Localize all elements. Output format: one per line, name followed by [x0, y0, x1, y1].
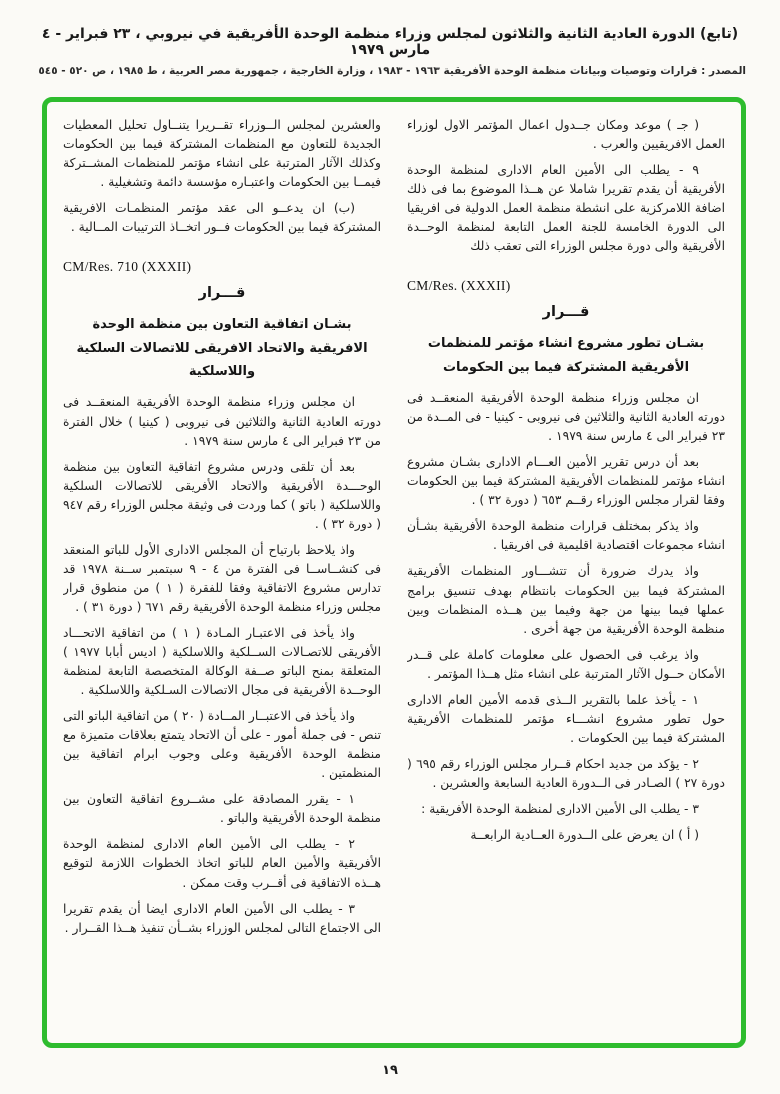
header-session-title: (تابع) الدورة العادية الثانية والثلاثون لمجلس وزراء منظمة الوحدة الأفريقية في نيروبي ، ٢٣ فبراير - ٤ مارس ١٩٧٩	[41, 26, 739, 58]
left-column	[63, 116, 381, 1029]
paragraph: ٣ - يطلب الى الأمين العام الادارى ايضا أن يقدم تقريرا الى الاجتماع التالى لمجلس الوزراء بشــأن تنفيذ هــذا القــرار .	[63, 901, 381, 935]
paragraph: بعد أن تلقى ودرس مشروع اتفاقية التعاون بين منظمة الوحـــدة الأفريقية والاتحاد الأفريقى للاتصالات السلكية واللاسلكية ( باتو ) كما وردت فى وثيقة مجلس الوزراء رقم ٩٤٧ ( دورة ٣٢ ) .	[63, 459, 381, 531]
paragraph: ( أ ) ان يعرض على الــدورة العــادية الرابعــة	[470, 828, 699, 843]
paragraph: ( جـ ) موعد ومكان جــدول اعمال المؤتمر الاول لوزراء العمل الافريقيين والعرب .	[407, 118, 725, 152]
page-number: ١٩	[382, 1063, 398, 1078]
paragraph: واذ يدرك ضرورة أن تتشـــاور المنظمات الأفريقية المشتركة فيما بين الحكومات بانتظام بهدف تنسيق برامج عملها فيما بينها من جهة وفيما بين هــذه المنظمات وبين منظمة الوحدة الأفريقية من جهة أخرى .	[407, 564, 725, 636]
right-column	[407, 116, 725, 1029]
paragraph: واذ يذكر بمختلف قرارات منظمة الوحدة الأفريقية بشـأن انشاء مجموعات اقتصادية اقليمية فى افريقيا .	[407, 519, 725, 553]
paragraph: بعد أن درس تقرير الأمين العـــام الادارى بشـان مشروع انشاء مؤتمر للمنظمات الأفريقية المشتركة فيما بين الحكومات وفقا لقرار مجلس الوزراء رقــم ٦٥٣ ( دورة ٣٢ ) .	[407, 455, 725, 508]
paragraph: واذ يلاحظ بارتياح أن المجلس الادارى الأول للباتو المنعقد فى كنشــاســا فى الفترة من ٤ - ٩ سبتمبر ســنة ١٩٧٨ قد تدارس مشروع الاتفاقية وفقا للفقرة ( ١ ) من منطوق قرار مجلس وزراء منظمة الوحدة الأفريقية رقم ٦٧١ ( دورة ٣١ ) .	[63, 542, 381, 614]
resolution-title: بشـان تطور مشروع انشاء مؤتمر للمنظمات الأفريقية المشتركة فيما بين الحكومات	[427, 336, 705, 375]
paragraph: ان مجلس وزراء منظمة الوحدة الأفريقية المنعقــد فى دورته العادية الثانية والثلاثين فى نيروبى ( كينيا ) خلال الفترة من ٢٣ فبراير الى ٤ مارس سنة ١٩٧٩ .	[63, 395, 381, 448]
content-frame	[42, 97, 746, 1048]
paragraph: ان مجلس وزراء منظمة الوحدة الأفريقية المنعقــد فى دورته العادية الثانية والثلاثين فى نيروبى - كينيا - فى المــدة من ٢٣ فبراير الى ٤ مارس سنة ١٩٧٩ .	[407, 391, 725, 444]
paragraph: ٢ - يؤكد من جديد احكام قــرار مجلس الوزراء رقم ٦٩٥ ( دورة ٢٧ ) الصـادر فى الــدورة العادية السابعة والعشرين .	[407, 756, 725, 790]
paragraph: واذ يأخذ فى الاعتبــار المــادة ( ٢٠ ) من اتفاقية الباتو التى تنص - فى جملة أمور - على أن الاتحاد يتمتع بعلاقات متميزة مع منظمة الوحدة الأفريقية وعلى وجوب ابرام اتفاقية بين المنظمتين .	[63, 709, 381, 781]
resolution-number: CM/Res. (XXXII)	[407, 278, 511, 294]
header-source-line: المصدر : قرارات وتوصيات وبيانات منظمة الوحدة الأفريقية ١٩٦٣ - ١٩٨٣ ، وزارة الخارجية ، جمهورية مصر العربية ، ط ١٩٨٥ ، ص ٥٢٠ - ٥٤٥	[38, 65, 746, 77]
resolution-heading: قـــرار	[542, 304, 590, 321]
paragraph: ٣ - يطلب الى الأمين الادارى لمنظمة الوحدة الأفريقية :	[421, 802, 699, 816]
document-header	[0, 0, 780, 77]
paragraph: ١ - يأخذ علما بالتقرير الــذى قدمه الأمين العام الادارى حول تطور مشروع انشـــاء مؤتمر للمنظمات الأفريقية المشتركة فيما بين الحكومات .	[407, 692, 725, 745]
paragraph: والعشرين لمجلس الــوزراء تقــريرا يتنــاول تحليل المعطيات الجديدة للتعاون مع المنظمات المشتركة فيما بين الحكومات وكذلك الآثار المترتبة على انشاء مؤتمر للمنظمات المشــتركة فيمــا بين الحكومات واعتبـاره مؤسسة دائمة وتشغيلية .	[63, 118, 381, 190]
paragraph: واذ يأخذ فى الاعتبـار المـادة ( ١ ) من اتفاقية الاتحـــاد الأفريقى للاتصـالات الســلكية واللاسلكية ( اديس أبابا ١٩٧٧ ) المتعلقة بمنح الباتو صــفة الوكالة المتخصصة التابعة لمنظمة الوحــدة الأفريقية فى مجال الاتصالات السـلكية واللاسلكية .	[63, 625, 381, 698]
resolution-heading: قـــرار	[198, 285, 246, 302]
two-column-layout	[63, 116, 725, 1029]
paragraph: ١ - يقرر المصادقة على مشــروع اتفاقية التعاون بين منظمة الوحدة الأفريقية والباتو .	[63, 792, 381, 826]
paragraph: ٩ - يطلب الى الأمين العام الادارى لمنظمة الوحدة الأفريقية أن يقدم تقريرا شاملا عن هــذا الموضوع بما فى ذلك اضافة اللامركزية على انشطة منظمة العمل الدولية فى افريقيا الى الدورة الخامسة للجنة العمل التابعة لمنظمة الوحــدة الأفريقية والى دورة مجلس الوزراء التى تعقب ذلك	[407, 163, 725, 254]
paragraph: (ب) ان يدعــو الى عقد مؤتمر المنظمـات الافريقية المشتركة فيما بين الحكومات فــور اتخــاذ الترتيبات المــالية .	[63, 201, 381, 235]
paragraph: واذ يرغب فى الحصول على معلومات كاملة على قــدر الأمكان حــول الآثار المترتبة على انشاء مثل هــذا المؤتمر .	[407, 647, 725, 681]
paragraph: ٢ - يطلب الى الأمين العام الادارى لمنظمة الوحدة الأفريقية والأمين العام للباتو اتخاذ الخطوات اللازمة لتوقيع هــذه الاتفاقية فى أقــرب وقت ممكن .	[63, 837, 381, 890]
resolution-title: بشـان اتفاقية التعاون بين منظمة الوحدة الافريقية والاتحاد الافريقى للاتصالات السلكية واللاسلكية	[76, 317, 368, 380]
resolution-number: CM/Res. 710 (XXXII)	[63, 259, 192, 275]
